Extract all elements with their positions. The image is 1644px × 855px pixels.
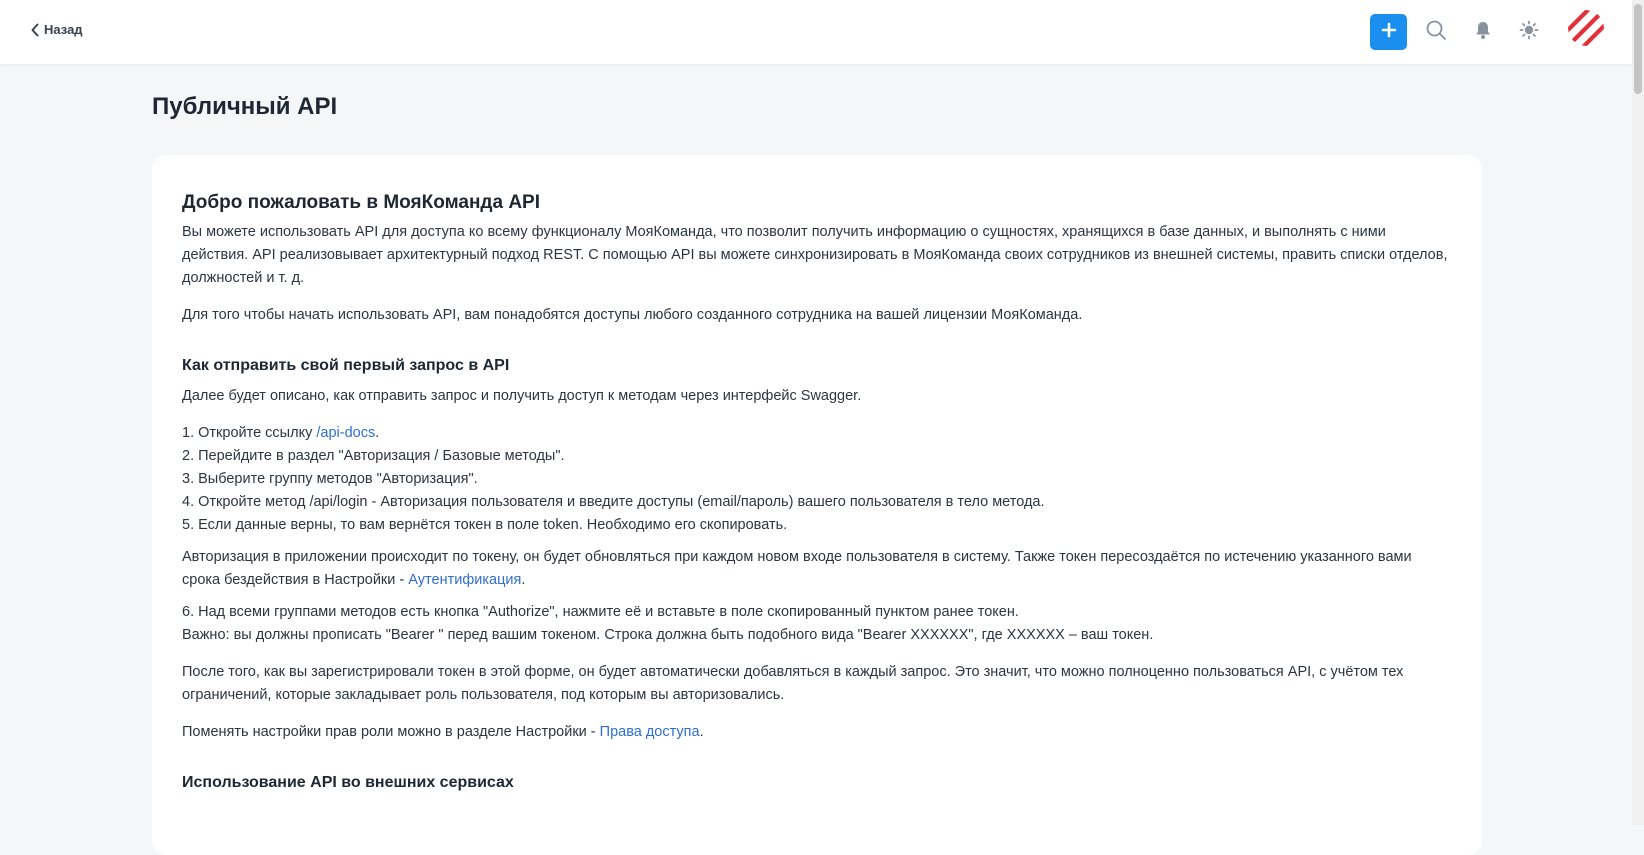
api-docs-link[interactable]: /api-docs [316,425,376,441]
access-rights-link[interactable]: Права доступа [599,724,700,740]
bell-icon [1474,20,1492,45]
page-scrollbar[interactable] [1632,0,1644,825]
step-6: 6. Над всеми группами методов есть кнопка "Authorize", нажмите её и вставьте в поле скопированный пунктом ранее токен. [182,604,1019,620]
rights-paragraph-suffix: . [699,724,704,740]
step-3: 3. Выберите группу методов "Авторизация". [182,471,478,487]
intro-paragraph: Вы можете использовать API для доступа ко всему функционалу МояКоманда, что позволит получить информацию о сущностях, хранящихся в базе данных, и выполнять с ними действия. API реализовывает архитектурный подход REST. С помощью API вы можете синхронизировать в МояКоманда своих сотрудников из внешней системы, править списки отделов, должностей и т. д. [182,224,1448,286]
step-2: 2. Перейдите в раздел "Авторизация / Базовые методы". [182,448,565,464]
add-button[interactable] [1370,14,1407,50]
search-button[interactable] [1424,20,1448,44]
step-1 [182,422,1452,445]
first-request-heading: Как отправить свой первый запрос в API [182,357,510,374]
bearer-note: Важно: вы должны прописать "Bearer " перед вашим токеном. Строка должна быть подобного вида "Bearer XXXXXX", где XXXXXX – ваш токен. [182,627,1154,643]
top-bar [0,0,1632,64]
access-paragraph: Для того чтобы начать использовать API, вам понадобятся доступы любого созданного сотрудника на вашей лицензии МояКоманда. [182,307,1083,323]
first-request-intro: Далее будет описано, как отправить запрос и получить доступ к методам через интерфейс Swagger. [182,388,862,404]
rights-paragraph-text: Поменять настройки прав роли можно в разделе Настройки - [182,724,600,740]
step-4: 4. Откройте метод /api/login - Авторизация пользователя и введите доступы (email/пароль) вашего пользователя в тело метода. [182,494,1045,510]
auth-paragraph-suffix: . [521,572,526,588]
back-button-label: Назад [44,22,83,37]
api-docs-card [152,155,1482,855]
plus-icon [1381,22,1397,43]
chevron-left-icon [30,23,40,37]
avatar[interactable] [1568,10,1604,46]
sun-icon [1519,20,1539,45]
theme-toggle-button[interactable] [1517,20,1541,44]
after-paragraph: После того, как вы зарегистрировали токен в этой форме, он будет автоматически добавляться в каждый запрос. Это значит, что можно полноценно пользоваться API, с учётом тех ограничений, которые закладывает роль пользователя, под которым вы авторизовались. [182,664,1404,703]
back-button[interactable] [30,22,83,37]
auth-paragraph-text: Авторизация в приложении происходит по токену, он будет обновляться при каждом новом входе пользователя в систему. Также токен пересоздаётся по истечению указанного вами срока бездействия в Настройки - [182,549,1412,588]
rights-paragraph [182,721,1452,744]
welcome-heading: Добро пожаловать в МояКоманда API [182,192,540,213]
step-5: 5. Если данные верны, то вам вернётся токен в поле token. Необходимо его скопировать. [182,517,788,533]
authentication-settings-link[interactable]: Аутентификация [408,572,522,588]
auth-paragraph [182,546,1452,592]
external-services-heading: Использование API во внешних сервисах [182,774,514,791]
scrollbar-thumb[interactable] [1634,4,1642,94]
page-title: Публичный API [152,93,338,120]
step-1-text: 1. Откройте ссылку [182,425,317,441]
striped-logo-icon [1568,33,1604,46]
step-1-suffix: . [375,425,380,441]
search-icon [1425,19,1447,46]
notifications-button[interactable] [1471,20,1495,44]
